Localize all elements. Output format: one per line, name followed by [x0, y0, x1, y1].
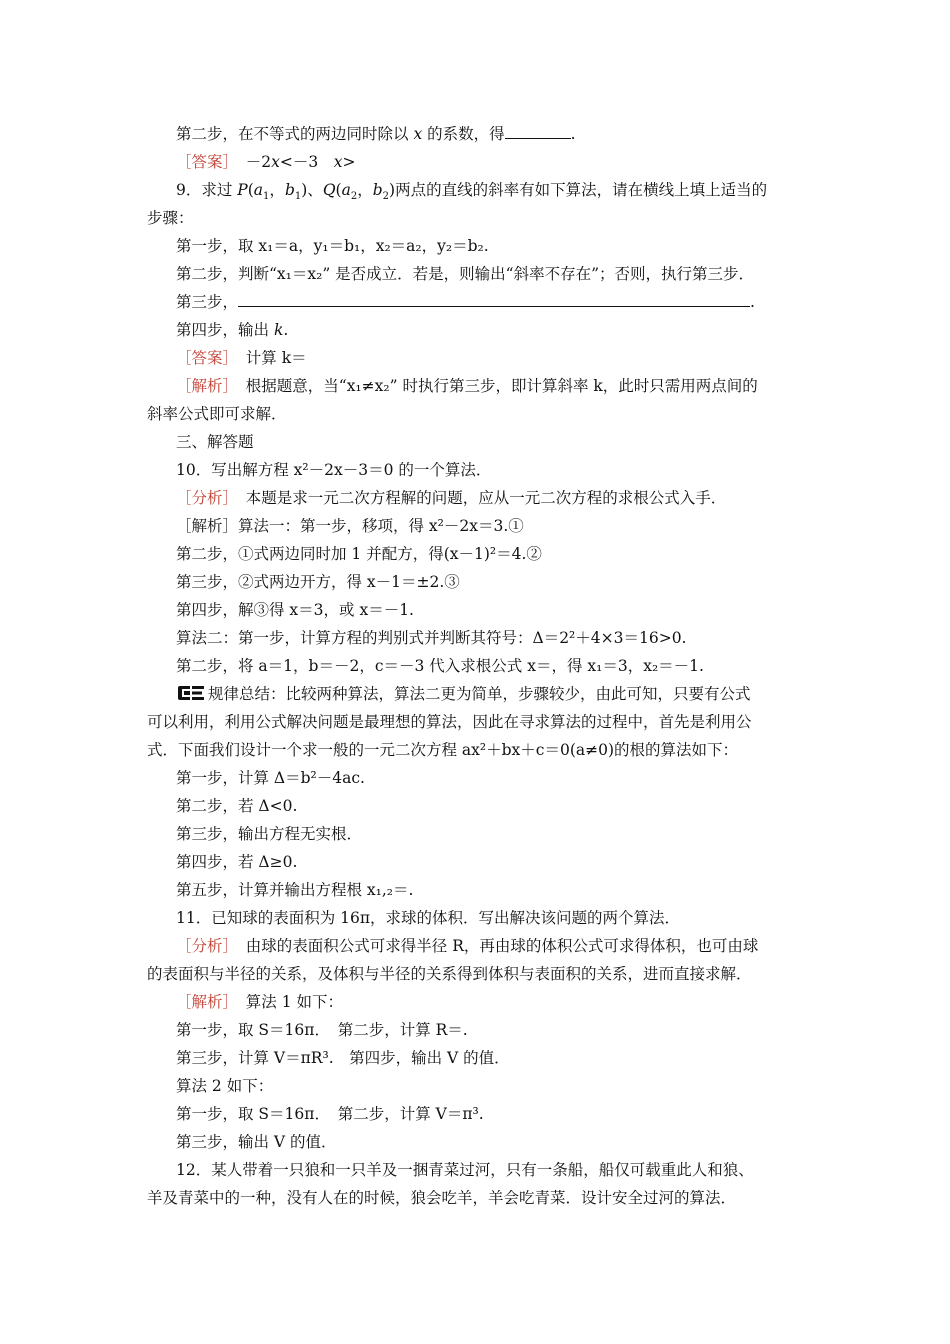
- algorithm-2-b: 第二步，将 a＝1，b＝－2，c＝－3 代入求根公式 x＝，得 x₁＝3，x₂＝－1.: [176, 657, 704, 675]
- solution-10-d: 第四步，解③得 x＝3，或 x＝－1.: [176, 601, 414, 619]
- analysis-tag: ［分析］: [176, 937, 231, 955]
- analysis-tag: ［解析］: [176, 993, 231, 1011]
- q9-step-4: 第四步，输出 k.: [176, 321, 289, 339]
- general-step-1: 第一步，计算 Δ＝b²－4ac.: [176, 769, 365, 787]
- q9-step-1: 第一步，取 x₁＝a，y₁＝b₁，x₂＝a₂，y₂＝b₂.: [176, 237, 489, 255]
- answer-tag: ［答案］: [176, 153, 231, 171]
- question-9: 9．求过 $P(a_1$，$b_1$)、$Q(a_2$，$b_2$)两点的直线的斜率有如下算法，请在横线上填上适当的: [176, 181, 768, 203]
- q9-step-3: 第三步， .: [176, 293, 755, 311]
- question-10: 10．写出解方程 x²－2x－3＝0 的一个算法．: [176, 461, 492, 479]
- answer-9-line: ［答案］ 计算 k＝: [176, 349, 307, 367]
- algorithm-1-step-1-2: 第一步，取 S＝16π． 第二步，计算 R＝.: [176, 1021, 468, 1039]
- analysis-9-line: ［解析］ 根据题意，当“x₁≠x₂” 时执行第三步，即计算斜率 k，此时只需用两点间的: [176, 377, 758, 395]
- analysis-tag: ［分析］: [176, 489, 231, 507]
- algorithm-2-step-1-2: 第一步，取 S＝16π． 第二步，计算 V＝π³.: [176, 1105, 484, 1123]
- general-step-5: 第五步，计算并输出方程根 x₁,₂＝.: [176, 881, 414, 899]
- analysis-11-line: ［分析］ 由球的表面积公式可求得半径 R，再由球的体积公式可求得体积，也可由球: [176, 937, 759, 955]
- rule-summary-line: 规律总结：比较两种算法，算法二更为简单，步骤较少，由此可知，只要有公式: [176, 684, 751, 704]
- step3-blank: [238, 292, 750, 307]
- step2-inequality-line: 第二步，在不等式的两边同时除以 x 的系数，得 .: [176, 125, 576, 143]
- analysis-10-line: ［分析］ 本题是求一元二次方程解的问题，应从一元二次方程的求根公式入手．: [176, 489, 727, 507]
- analysis-9-cont: 斜率公式即可求解．: [147, 405, 287, 423]
- solution-11-line: ［解析］ 算法 1 如下：: [176, 993, 343, 1011]
- rule-summary-c: 式．下面我们设计一个求一般的一元二次方程 ax²＋bx＋c＝0(a≠0)的根的算法如下：: [147, 741, 739, 759]
- algorithm-2-heading: 算法 2 如下：: [176, 1077, 274, 1095]
- answer-tag: ［答案］: [176, 349, 231, 367]
- question-12: 12．某人带着一只狼和一只羊及一捆青菜过河，只有一条船，船仅可载重此人和狼、: [176, 1161, 754, 1179]
- general-step-3: 第三步，输出方程无实根．: [176, 825, 363, 843]
- q9-step-2: 第二步，判断“x₁＝x₂” 是否成立．若是，则输出“斜率不存在”；否则，执行第三步．: [176, 265, 755, 283]
- algorithm-1-step-3-4: 第三步，计算 V＝πR³. 第四步，输出 V 的值．: [176, 1049, 510, 1067]
- algorithm-2-a: 算法二：第一步，计算方程的判别式并判断其符号：Δ＝2²＋4×3＝16>0.: [176, 629, 687, 647]
- solution-10-c: 第三步，②式两边开方，得 x－1＝±2.③: [176, 573, 460, 591]
- rule-summary-icon: [176, 685, 206, 701]
- answer-blank: [505, 124, 571, 139]
- analysis-11-cont: 的表面积与半径的关系，及体积与半径的关系得到体积与表面积的关系，进而直接求解．: [147, 965, 752, 983]
- solution-10-b: 第二步，①式两边同时加 1 并配方，得(x－1)²＝4.②: [176, 545, 542, 563]
- answer-8-line: ［答案］ －2x<－3 x>: [176, 153, 356, 171]
- general-step-4: 第四步，若 Δ≥0.: [176, 853, 298, 871]
- general-step-2: 第二步，若 Δ<0.: [176, 797, 298, 815]
- section-3-heading: 三、解答题: [176, 433, 254, 451]
- question-12-cont: 羊及青菜中的一种，没有人在的时候，狼会吃羊，羊会吃青菜．设计安全过河的算法．: [147, 1189, 737, 1207]
- question-9-cont: 步骤：: [147, 209, 194, 227]
- analysis-tag: ［解析］: [176, 377, 231, 395]
- rule-summary-b: 可以利用，利用公式解决问题是最理想的算法，因此在寻求算法的过程中，首先是利用公: [147, 713, 752, 731]
- question-11: 11．已知球的表面积为 16π，求球的体积．写出解决该问题的两个算法．: [176, 909, 681, 927]
- algorithm-2-step-3: 第三步，输出 V 的值．: [176, 1133, 337, 1151]
- solution-10-a: ［解析］算法一：第一步，移项，得 x²－2x＝3.①: [176, 517, 524, 535]
